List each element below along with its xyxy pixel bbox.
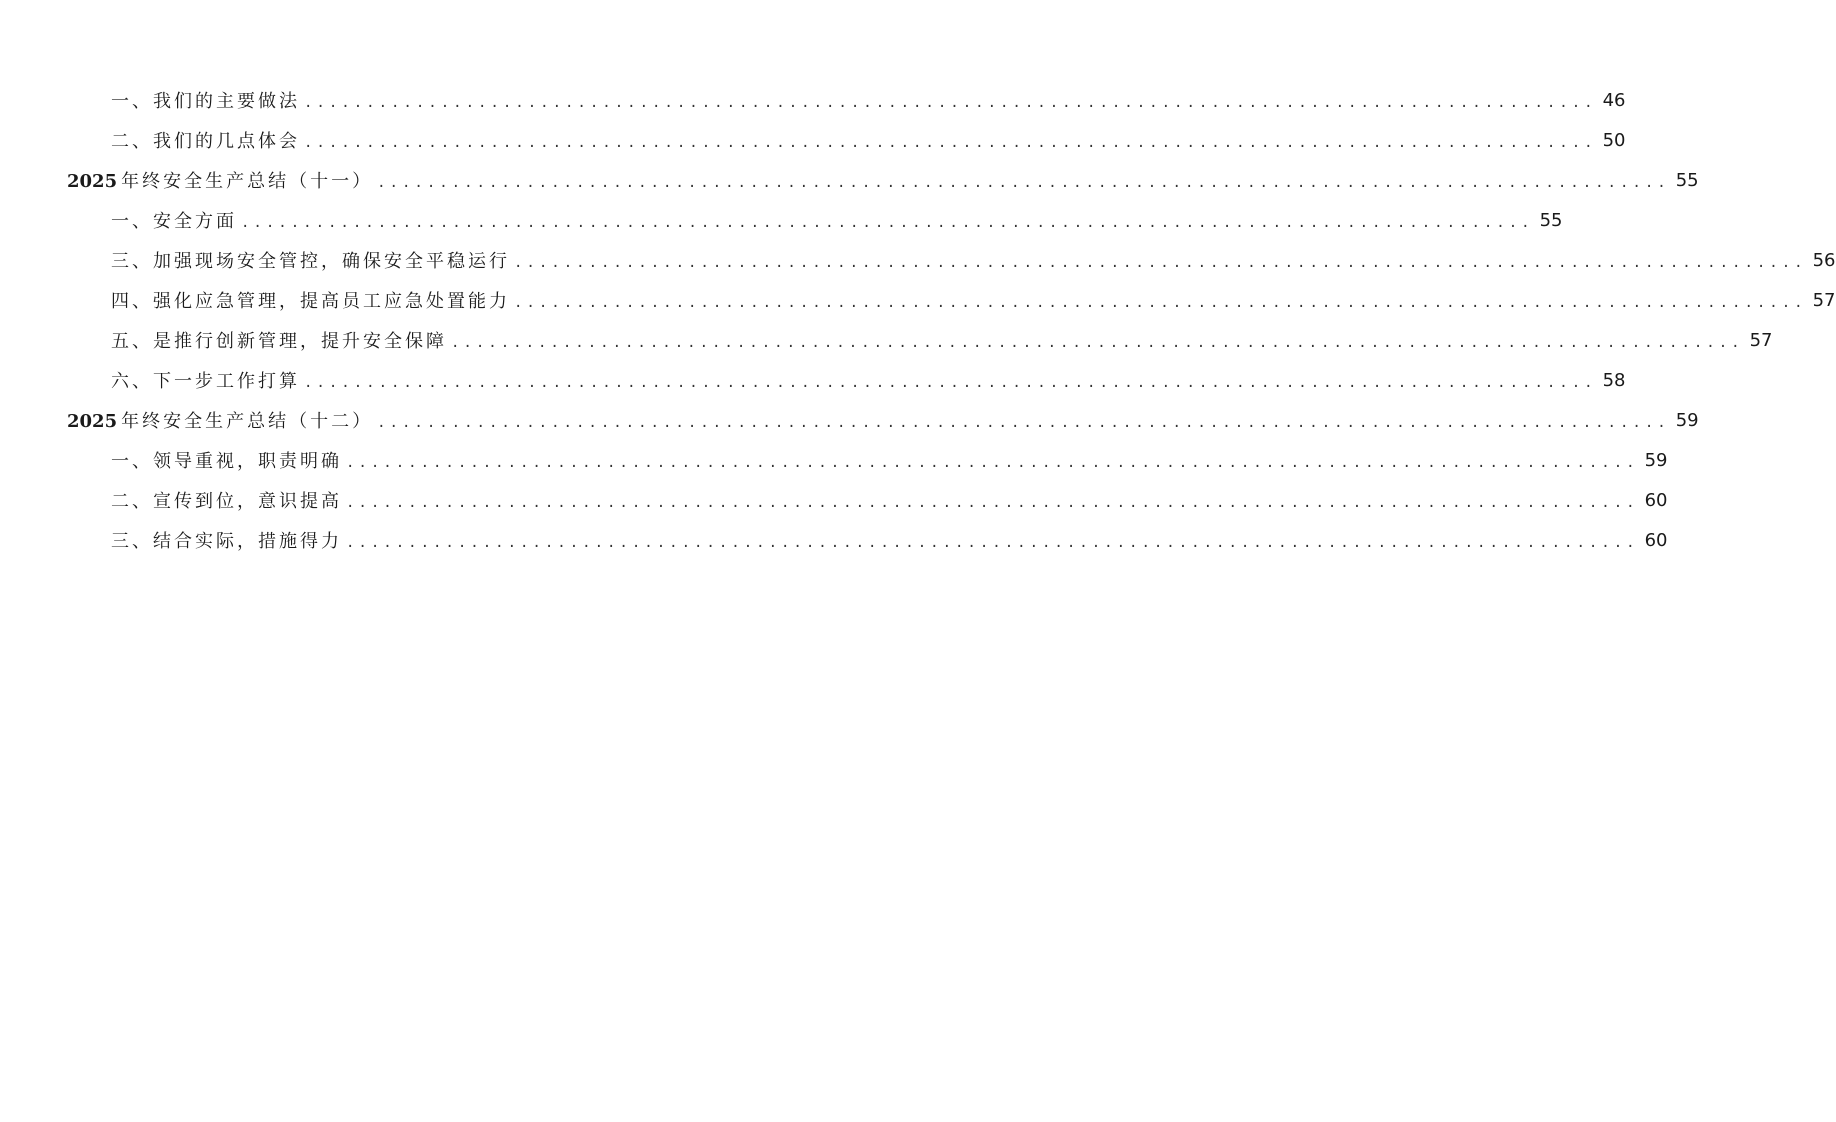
toc-entry[interactable] <box>0 480 1668 520</box>
toc-entry-title: 四、强化应急管理，提高员工应急处置能力 <box>111 291 510 312</box>
toc-entry[interactable] <box>0 160 1699 200</box>
toc-entry-year: 2025 <box>67 411 118 432</box>
toc-entry-title: 一、我们的主要做法 <box>111 91 300 112</box>
toc-page-number: 57 <box>1812 289 1836 311</box>
toc-entry[interactable] <box>0 400 1699 440</box>
toc-entry[interactable] <box>0 240 1836 280</box>
toc-entry-heading: 年终安全生产总结（十一） <box>121 171 374 192</box>
toc-dot-leader: ........................................................................................................ <box>451 335 1744 351</box>
toc-entry-heading: 年终安全生产总结（十二） <box>121 411 374 432</box>
toc-entry-title: 一、安全方面 <box>111 211 237 232</box>
toc-entry[interactable] <box>0 80 1626 120</box>
toc-dot-leader: ........................................................................................................ <box>514 295 1807 311</box>
toc-page-number: 55 <box>1675 169 1699 191</box>
toc-entry-title <box>67 167 377 193</box>
toc-entry[interactable] <box>0 200 1563 240</box>
toc-entry-title: 一、领导重视，职责明确 <box>111 451 342 472</box>
toc-page-number: 57 <box>1749 329 1773 351</box>
toc-dot-leader: ........................................................................................................ <box>241 215 1534 231</box>
toc-entry-title: 三、加强现场安全管控，确保安全平稳运行 <box>111 251 510 272</box>
toc-entry-year: 2025 <box>67 171 118 192</box>
toc-dot-leader: ........................................................................................................ <box>346 455 1639 471</box>
toc-entry-title: 三、结合实际，措施得力 <box>111 531 342 552</box>
toc-dot-leader: ........................................................................................................ <box>346 535 1639 551</box>
toc-entry-title: 六、下一步工作打算 <box>111 371 300 392</box>
toc-page-number: 56 <box>1812 249 1836 271</box>
toc-page-number: 60 <box>1644 529 1668 551</box>
toc-dot-leader: ........................................................................................................ <box>304 135 1597 151</box>
toc-entry-title: 二、我们的几点体会 <box>111 131 300 152</box>
toc-entry-title <box>67 407 377 433</box>
toc-dot-leader: ........................................................................................................ <box>377 175 1670 191</box>
toc-dot-leader: ........................................................................................................ <box>514 255 1807 271</box>
toc-entry[interactable] <box>0 320 1773 360</box>
toc-page-number: 46 <box>1602 89 1626 111</box>
toc-page-number: 55 <box>1539 209 1563 231</box>
toc-page-number: 60 <box>1644 489 1668 511</box>
toc-dot-leader: ........................................................................................................ <box>304 95 1597 111</box>
toc-entry[interactable] <box>0 280 1836 320</box>
toc-entry-title: 二、宣传到位，意识提高 <box>111 491 342 512</box>
toc-dot-leader: ........................................................................................................ <box>304 375 1597 391</box>
toc-entry[interactable] <box>0 360 1626 400</box>
table-of-contents <box>0 80 1836 560</box>
toc-page-number: 59 <box>1675 409 1699 431</box>
toc-entry[interactable] <box>0 520 1668 560</box>
toc-dot-leader: ........................................................................................................ <box>346 495 1639 511</box>
toc-page-number: 59 <box>1644 449 1668 471</box>
toc-page-number: 50 <box>1602 129 1626 151</box>
toc-dot-leader: ........................................................................................................ <box>377 415 1670 431</box>
toc-entry-title: 五、是推行创新管理，提升安全保障 <box>111 331 447 352</box>
toc-entry[interactable] <box>0 120 1626 160</box>
toc-entry[interactable] <box>0 440 1668 480</box>
toc-page-number: 58 <box>1602 369 1626 391</box>
